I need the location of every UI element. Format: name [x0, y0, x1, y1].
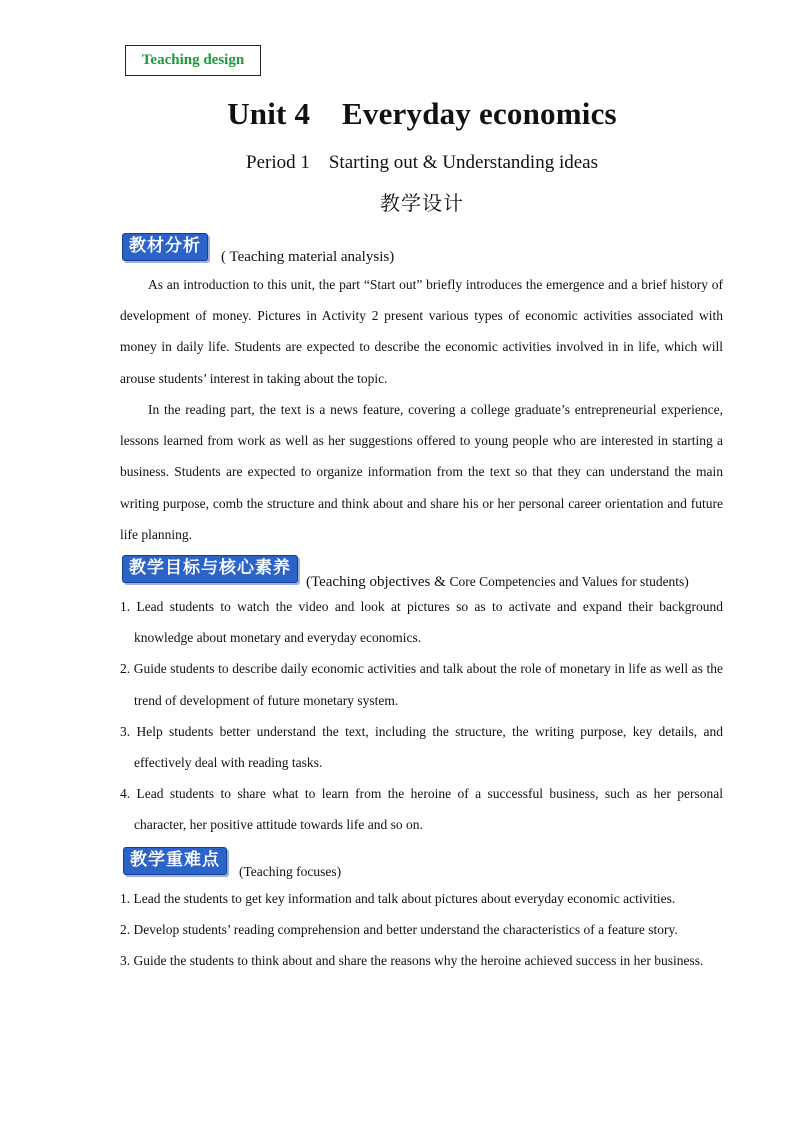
material-analysis-note: ( Teaching material analysis) [221, 249, 395, 265]
unit-title: Unit 4 Everyday economics [227, 96, 617, 131]
material-paragraph-1: As an introduction to this unit, the part “Start out” briefly introduces the emergence and a brief history of development of money. Pictures in Activity 2 present various types of economic activities associated with money in daily life. Students are expected to describe the economic activities involved in in life, which will arouse students’ interest in taking about the topic. [120, 277, 723, 386]
material-analysis-badge: 教材分析 [122, 233, 208, 261]
teaching-design-label: Teaching design [141, 52, 245, 68]
material-paragraph-2: In the reading part, the text is a news feature, covering a college graduate’s entrepreneurial experience, lessons learned from work as well as her suggestions offered to young people who are interested in starting a business. Students are expected to organize information from the text so that they can understand the main writing purpose, comb the structure and think about and share his or her personal career orientation and future life planning. [120, 402, 723, 542]
objective-item-1: 1. Lead students to watch the video and look at pictures so as to activate and expand their background knowledge about monetary and everyday economics. [120, 599, 723, 646]
objective-item-3: 3. Help students better understand the text, including the structure, the writing purpose, key details, and effectively deal with reading tasks. [120, 723, 723, 771]
objective-item-2: 2. Guide students to describe daily economic activities and talk about the role of monetary in life as well as the trend of development of future monetary system. [120, 661, 723, 708]
objectives-badge: 教学目标与核心素养 [122, 555, 298, 583]
teaching-design-tag [125, 45, 261, 76]
focuses-note: (Teaching focuses) [239, 864, 342, 879]
period-subtitle: Period 1 Starting out & Understanding ideas [246, 152, 598, 173]
focuses-badge: 教学重难点 [123, 847, 227, 875]
focus-item-3: 3. Guide the students to think about and share the reasons why the heroine achieved success in her business. [120, 953, 704, 969]
objectives-list [120, 591, 723, 841]
chinese-title: 教学设计 [380, 191, 464, 215]
focuses-list [120, 883, 723, 977]
objectives-note [306, 573, 689, 591]
objectives-note-main: (Teaching objectives & [306, 574, 450, 590]
objective-item-4: 4. Lead students to share what to learn from the heroine of a successful business, such as her personal character, her positive attitude towards life and so on. [120, 786, 723, 833]
objectives-note-small: Core Competencies and Values for students) [449, 574, 689, 589]
focus-item-1: 1. Lead the students to get key information and talk about pictures about everyday economic activities. [120, 891, 676, 906]
focus-item-2: 2. Develop students’ reading comprehension and better understand the characteristics of a feature story. [120, 922, 678, 938]
